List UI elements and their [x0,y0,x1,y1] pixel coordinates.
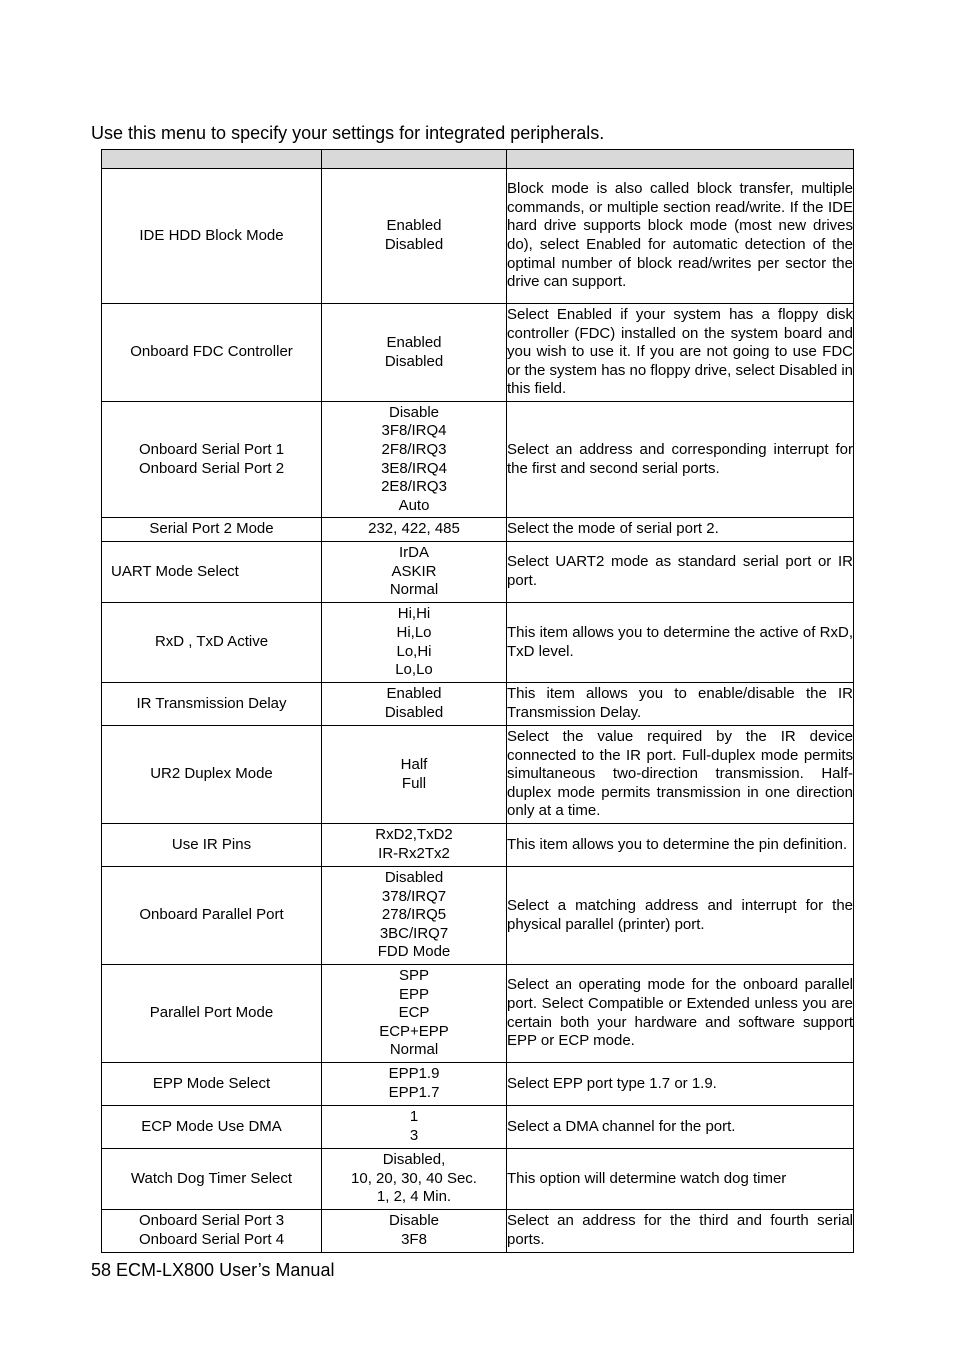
setting-name: IR Transmission Delay [136,694,287,712]
setting-options-cell [322,867,507,965]
setting-option: Disabled [384,236,444,253]
setting-description: Select an address for the third and fourth serial ports. [507,1210,854,1253]
setting-option: 232, 422, 485 [368,520,460,538]
setting-option: EPP [398,985,429,1003]
setting-description: This item allows you to determine the active of RxD, TxD level. [507,603,854,683]
setting-option: Half [400,755,428,773]
setting-option: Disabled [384,352,444,370]
setting-option: ECP [398,1004,430,1022]
setting-name: UART Mode Select [111,562,239,580]
setting-name: Parallel Port Mode [149,1004,274,1022]
setting-name: Onboard Serial Port 3 [138,1212,285,1230]
setting-option: ASKIR [391,562,437,580]
setting-description: Select the mode of serial port 2. [507,518,854,542]
setting-name: Onboard Serial Port 4 [138,1231,285,1248]
setting-option: Disabled [384,704,444,721]
setting-name-cell [102,542,322,603]
setting-name: Onboard Serial Port 1 [138,440,285,458]
setting-option: RxD2,TxD2 [375,826,453,844]
table-row [102,542,854,603]
setting-option: 278/IRQ5 [381,906,447,924]
setting-name-cell [102,518,322,542]
setting-option: SPP [398,967,429,985]
setting-option: Disable [388,403,440,421]
setting-option: ECP+EPP [379,1022,449,1040]
table-row [102,683,854,726]
setting-option: 1 [409,1108,419,1126]
setting-option: Normal [389,581,439,599]
setting-option: 3F8 [401,1231,427,1248]
setting-name-cell [102,603,322,683]
setting-name: EPP Mode Select [152,1074,271,1092]
setting-name-cell [102,726,322,824]
table-row [102,169,854,304]
setting-description: Select EPP port type 1.7 or 1.9. [507,1063,854,1106]
table-row [102,1106,854,1149]
setting-option: 3E8/IRQ4 [381,459,447,477]
setting-options-cell [322,402,507,518]
setting-options-cell [322,1063,507,1106]
setting-option: Disable [388,1212,440,1230]
table-row [102,304,854,402]
setting-options-cell [322,1149,507,1210]
setting-option: Enabled [386,685,442,703]
setting-name: IDE HDD Block Mode [139,226,284,244]
setting-name: RxD , TxD Active [154,633,269,651]
setting-option: 10, 20, 30, 40 Sec. [351,1169,477,1187]
setting-name-cell [102,1149,322,1210]
setting-option: Full [401,774,427,792]
header-cell-options [322,150,507,169]
setting-option: Enabled [386,333,442,351]
header-cell-description [507,150,854,169]
setting-option: 2E8/IRQ3 [381,478,447,496]
setting-name: ECP Mode Use DMA [141,1117,282,1135]
setting-name-cell [102,1063,322,1106]
setting-options-cell [322,1106,507,1149]
setting-description: Select Enabled if your system has a floppy disk controller (FDC) installed on the system board and you wish to use it. If you are not going to use FDC or the system has no floppy drive, select Disabled in this field. [507,304,854,402]
setting-option: 1, 2, 4 Min. [376,1188,452,1206]
setting-description: Select an operating mode for the onboard parallel port. Select Compatible or Extended unless you are certain both your hardware and software support EPP or ECP mode. [507,965,854,1063]
setting-options-cell [322,1210,507,1253]
table-row [102,1149,854,1210]
setting-options-cell [322,726,507,824]
setting-name-cell [102,402,322,518]
setting-option: Lo,Lo [395,661,433,679]
setting-name-cell [102,1210,322,1253]
setting-description: Select the value required by the IR device connected to the IR port. Full-duplex mode permits simultaneous two-direction transmission. Half-duplex mode permits transmission in one direction only at a time. [507,726,854,824]
table-row [102,726,854,824]
setting-name: Onboard Parallel Port [139,906,284,924]
setting-name: Onboard FDC Controller [130,343,293,361]
intro-text: Use this menu to specify your settings for integrated peripherals. [91,123,605,143]
setting-options-cell [322,965,507,1063]
setting-name: Serial Port 2 Mode [149,520,274,538]
setting-name-cell [102,169,322,304]
setting-option: Enabled [386,217,442,235]
setting-option: IrDA [399,544,429,562]
setting-options-cell [322,169,507,304]
setting-name: Watch Dog Timer Select [130,1169,293,1187]
setting-option: Auto [398,496,430,514]
setting-option: EPP1.9 [388,1065,440,1083]
page-footer: 58 ECM-LX800 User’s Manual [91,1260,335,1280]
setting-option: 2F8/IRQ3 [381,440,447,458]
table-row [102,1210,854,1253]
setting-description: This option will determine watch dog timer [507,1149,854,1210]
setting-name: Use IR Pins [171,835,252,853]
setting-name-cell [102,867,322,965]
setting-options-cell [322,824,507,867]
setting-description: This item allows you to enable/disable the IR Transmission Delay. [507,683,854,726]
setting-description: Select a matching address and interrupt for the physical parallel (printer) port. [507,867,854,965]
setting-name: Onboard Serial Port 2 [138,459,285,477]
setting-description: Select a DMA channel for the port. [507,1106,854,1149]
setting-description: This item allows you to determine the pin definition. [507,824,854,867]
table-row [102,518,854,542]
setting-description: Block mode is also called block transfer, multiple commands, or multiple section read/write. If the IDE hard drive supports block mode (most new drives do), select Enabled for automatic detection of the optimal number of block read/writes per sector the drive can support. [507,169,854,304]
setting-option: 3F8/IRQ4 [381,422,447,440]
setting-option: 3 [409,1127,419,1144]
setting-option: Hi,Hi [397,605,431,623]
setting-option: Lo,Hi [396,642,432,660]
setting-option: IR-Rx2Tx2 [378,845,450,862]
setting-options-cell [322,304,507,402]
setting-option: FDD Mode [377,943,451,961]
setting-option: EPP1.7 [388,1084,440,1101]
table-row [102,603,854,683]
setting-options-cell [322,603,507,683]
header-cell-item [102,150,322,169]
table-header-row [102,150,854,169]
setting-options-cell [322,542,507,603]
setting-name-cell [102,824,322,867]
setting-name: UR2 Duplex Mode [150,765,273,783]
setting-option: Normal [389,1041,439,1059]
setting-description: Select an address and corresponding interrupt for the first and second serial ports. [507,402,854,518]
setting-option: Disabled [384,869,444,887]
setting-name-cell [102,683,322,726]
setting-option: Hi,Lo [396,623,432,641]
setting-name-cell [102,304,322,402]
setting-name-cell [102,965,322,1063]
setting-description: Select UART2 mode as standard serial port or IR port. [507,542,854,603]
table-row [102,867,854,965]
setting-name-cell [102,1106,322,1149]
peripherals-settings-table [101,149,854,1253]
table-row [102,824,854,867]
table-row [102,402,854,518]
table-row [102,1063,854,1106]
table-row [102,965,854,1063]
setting-options-cell [322,683,507,726]
setting-option: 378/IRQ7 [381,887,447,905]
setting-option: 3BC/IRQ7 [379,924,449,942]
setting-options-cell [322,518,507,542]
setting-option: Disabled, [382,1151,446,1169]
